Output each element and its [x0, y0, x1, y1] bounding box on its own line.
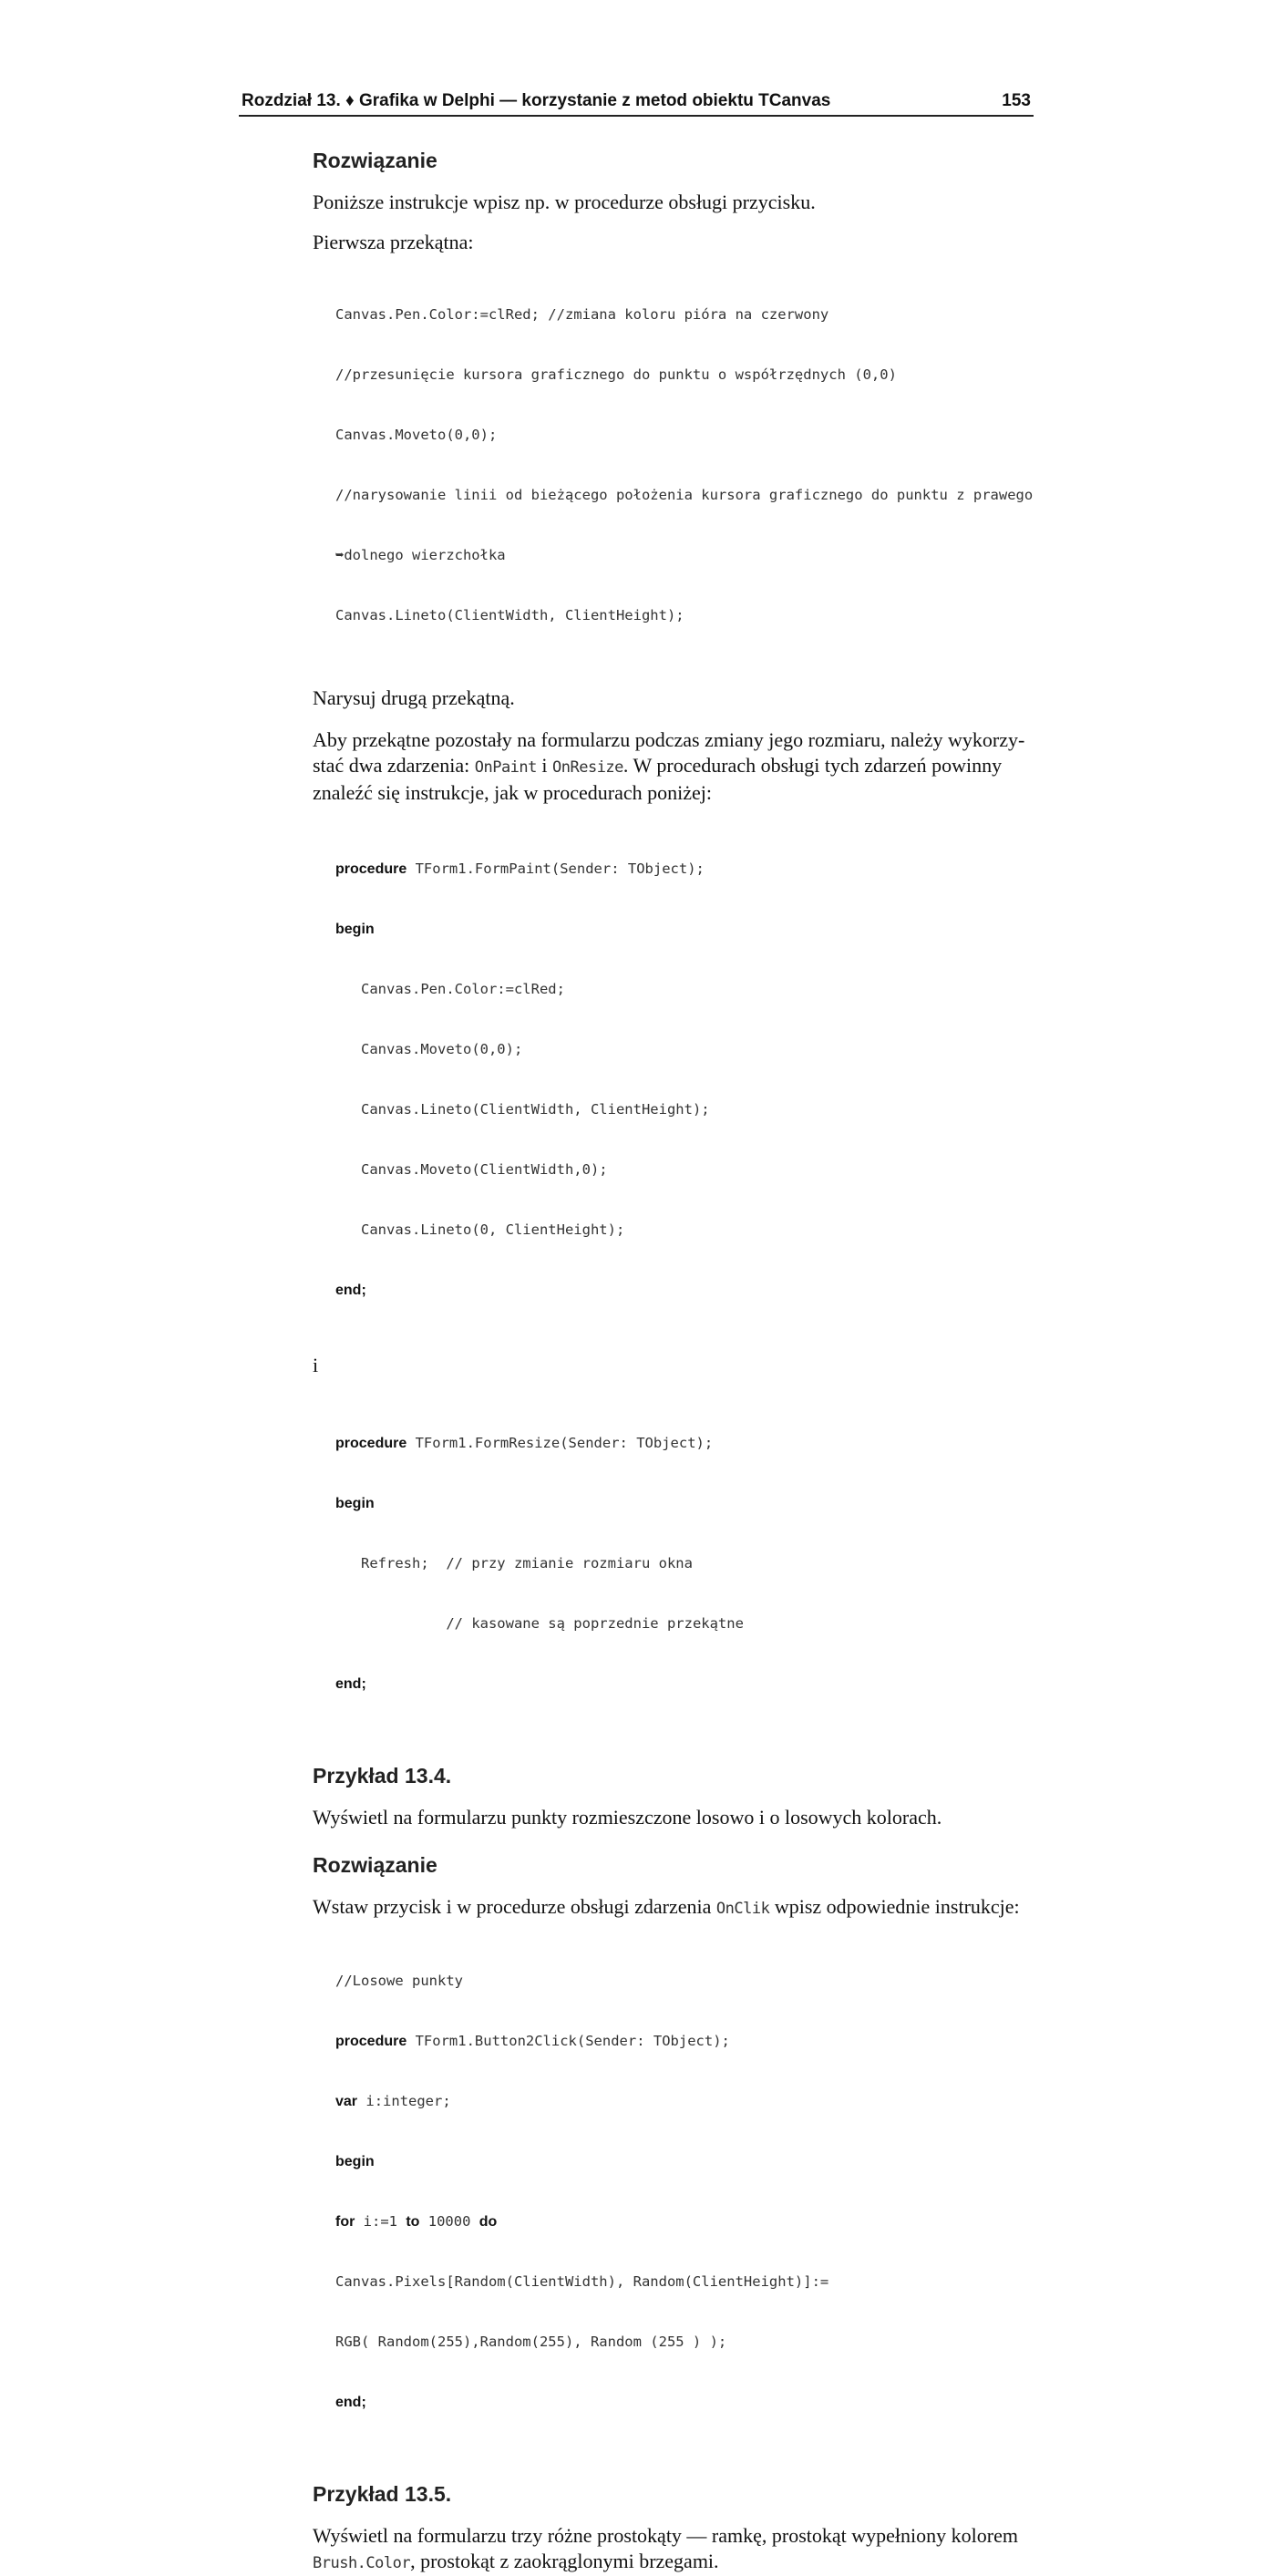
- keyword: var: [335, 2094, 358, 2109]
- code-line: [335, 1674, 1034, 1694]
- code-line: Canvas.Moveto(0,0);: [361, 1041, 523, 1057]
- code-line: RGB( Random(255),Random(255), Random (255 ) );: [335, 2334, 727, 2350]
- keyword: end;: [335, 1676, 366, 1692]
- solution-2-text: [313, 1894, 1034, 1922]
- keyword: begin: [335, 2154, 375, 2169]
- code-line: //narysowanie linii od bieżącego położenia kursora graficznego do punktu z prawego: [335, 487, 1034, 503]
- code-block-diagonal: [335, 264, 1034, 665]
- first-diagonal-label: Pierwsza przekątna:: [313, 231, 474, 253]
- code-line: Canvas.Lineto(0, ClientHeight);: [361, 1221, 625, 1238]
- example-13-5-text: [313, 2523, 1034, 2576]
- code-line: [335, 919, 1034, 939]
- intro-paragraph: Poniższe instrukcje wpisz np. w procedurze obsługi przycisku.: [313, 191, 816, 213]
- code-line: Canvas.Pen.Color:=clRed; //zmiana koloru pióra na czerwony: [335, 306, 829, 323]
- text-span: i: [536, 754, 553, 777]
- joiner-text: i: [313, 1354, 319, 1376]
- inline-code-onclik: OnClik: [715, 1900, 770, 1918]
- text-span: , prostokąt z zaokrąglonymi brzegami.: [410, 2550, 719, 2572]
- code-line: [335, 859, 1034, 879]
- code-line: [335, 2211, 1034, 2231]
- code-text: TForm1.Button2Click(Sender: TObject);: [406, 2033, 730, 2049]
- running-header: [239, 88, 1034, 117]
- events-paragraph-line1: Aby przekątne pozostały na formularzu podczas zmiany jego rozmiaru, należy wykorzy-: [313, 728, 1025, 751]
- chapter-title: Rozdział 13. ♦ Grafika w Delphi — korzystanie z metod obiektu TCanvas: [242, 91, 831, 110]
- example-heading-13-5: Przykład 13.5.: [313, 2482, 452, 2506]
- code-line: //Losowe punkty: [335, 1973, 463, 1989]
- events-paragraph: [313, 727, 1034, 806]
- keyword: to: [406, 2214, 420, 2230]
- text-span: Wyświetl na formularzu trzy różne prostokąty — ramkę, prostokąt wypełniony kolorem: [313, 2524, 1018, 2547]
- inline-code-onresize: OnResize: [552, 758, 623, 777]
- code-line: Canvas.Lineto(ClientWidth, ClientHeight);: [335, 607, 684, 623]
- example-heading-13-4: Przykład 13.4.: [313, 1764, 452, 1788]
- example-13-4-text: Wyświetl na formularzu punkty rozmieszczone losowo i o losowych kolorach.: [313, 1806, 942, 1829]
- code-line: Refresh; // przy zmianie rozmiaru okna: [361, 1555, 693, 1571]
- inline-code-brush-color: Brush.Color: [313, 2554, 411, 2572]
- code-text: TForm1.FormResize(Sender: TObject);: [406, 1435, 714, 1451]
- code-line-continuation: ➥dolnego wierzchołka: [335, 547, 506, 563]
- code-text: TForm1.FormPaint(Sender: TObject);: [406, 860, 705, 877]
- code-text: i:integer;: [357, 2093, 451, 2109]
- code-block-formpaint: [335, 819, 1034, 1340]
- code-line: [335, 1433, 1034, 1453]
- code-text: 10000: [419, 2213, 479, 2230]
- code-line: [335, 1280, 1034, 1300]
- keyword: begin: [335, 1496, 375, 1511]
- code-line: [335, 1493, 1034, 1513]
- code-line: Canvas.Pen.Color:=clRed;: [361, 981, 565, 997]
- code-line: Canvas.Lineto(ClientWidth, ClientHeight);: [361, 1101, 710, 1118]
- code-line: [335, 2392, 1034, 2412]
- section-heading-solution: Rozwiązanie: [313, 149, 437, 172]
- keyword: begin: [335, 922, 375, 937]
- code-line: Canvas.Moveto(0,0);: [335, 427, 498, 443]
- page-number: 153: [1002, 91, 1031, 110]
- code-block-formresize: [335, 1393, 1034, 1734]
- keyword: procedure: [335, 2034, 407, 2049]
- keyword: procedure: [335, 1436, 407, 1451]
- second-diagonal-paragraph: Narysuj drugą przekątną.: [313, 686, 515, 709]
- code-line: [335, 2031, 1034, 2051]
- text-span: . W procedurach obsługi tych zdarzeń powinny: [623, 754, 1003, 777]
- text-span: Wstaw przycisk i w procedurze obsługi zdarzenia: [313, 1895, 716, 1918]
- code-line: // kasowane są poprzednie przekątne: [361, 1615, 744, 1632]
- text-span: stać dwa zdarzenia:: [313, 754, 475, 777]
- text-span: wpisz odpowiednie instrukcje:: [769, 1895, 1020, 1918]
- code-line: [335, 2151, 1034, 2171]
- code-line: //przesunięcie kursora graficznego do punktu o współrzędnych (0,0): [335, 366, 897, 383]
- code-line: [335, 2091, 1034, 2111]
- events-paragraph-line3: znaleźć się instrukcje, jak w procedurach poniżej:: [313, 781, 712, 804]
- section-heading-solution-2: Rozwiązanie: [313, 1853, 437, 1877]
- code-line: Canvas.Pixels[Random(ClientWidth), Random(ClientHeight)]:=: [335, 2273, 829, 2290]
- keyword: procedure: [335, 861, 407, 877]
- page-body: [313, 144, 1034, 2576]
- keyword: end;: [335, 2395, 366, 2410]
- keyword: end;: [335, 1283, 366, 1298]
- keyword: for: [335, 2214, 355, 2230]
- inline-code-onpaint: OnPaint: [474, 758, 537, 777]
- code-line: Canvas.Moveto(ClientWidth,0);: [361, 1161, 608, 1178]
- code-block-random-pixels: [335, 1931, 1034, 2452]
- code-text: i:=1: [355, 2213, 406, 2230]
- keyword: do: [478, 2214, 498, 2230]
